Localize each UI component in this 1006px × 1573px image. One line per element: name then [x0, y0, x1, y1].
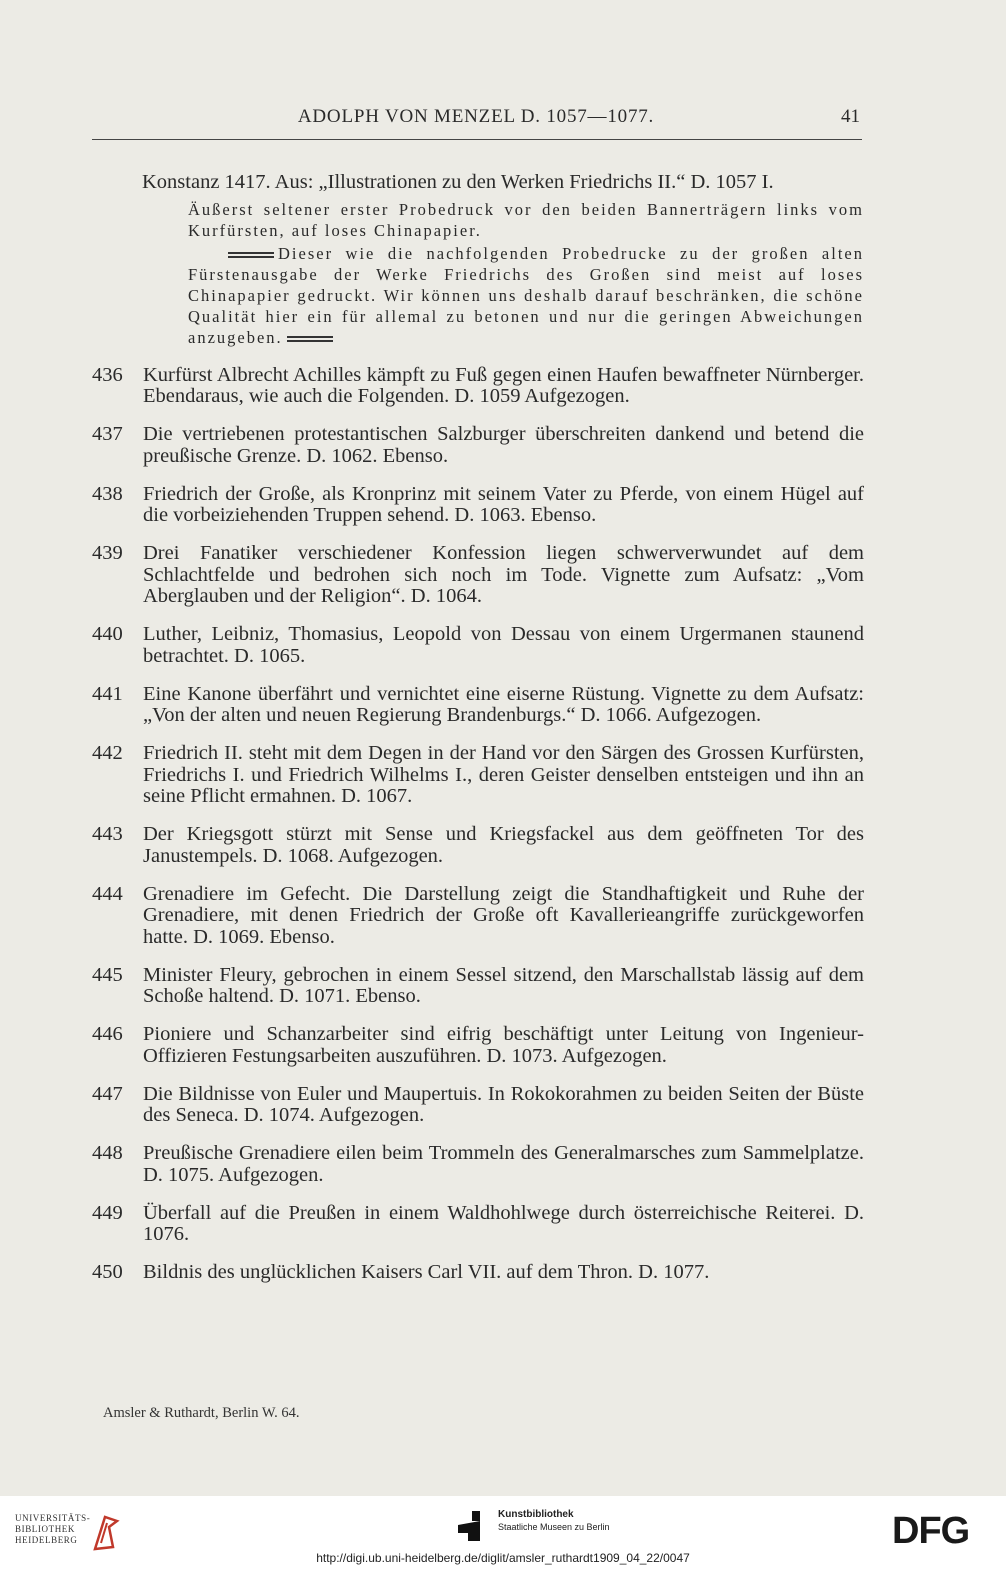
entry-text: Drei Fanatiker verschiedener Konfession liegen schwerverwundet auf dem Schlachtfelde und bedrohen sich noch im Tode. Vignette zum Aufsatz: „Vom Aberglauben und der Religion“. D. 1064. — [143, 542, 864, 607]
entry-text: Minister Fleury, gebrochen in einem Sessel sitzend, den Marschallstab lässig auf dem Schoße haltend. D. 1071. Ebenso. — [143, 963, 864, 1007]
entry-text: Überfall auf die Preußen in einem Waldhohlwege durch österreichische Reiterei. D. 1076. — [143, 1201, 864, 1245]
entry-text: Pioniere und Schanzarbeiter sind eifrig beschäftigt unter Leitung von Ingenieur-Offizieren Festungsarbeiten auszuführen. D. 1073. Aufgezogen. — [143, 1023, 864, 1067]
intro-note-1: Äußerst seltener erster Probedruck vor den beiden Bannerträgern links vom Kurfürsten, auf loses Chinapapier. — [188, 199, 864, 240]
double-rule-mark — [287, 336, 333, 342]
entry-text: Die Bildnisse von Euler und Maupertuis. In Rokokorahmen zu beiden Seiten der Büste des Seneca. D. 1074. Aufgezogen. — [143, 1082, 864, 1126]
entry-text: Friedrich der Große, als Kronprinz mit seinem Vater zu Pferde, von einem Hügel auf die vorbeiziehenden Truppen sehend. D. 1063. Ebenso. — [143, 482, 864, 526]
entry-list — [92, 365, 864, 1284]
entry-text: Preußische Grenadiere eilen beim Trommeln des Generalmarsches zum Sammelplatze. D. 1075. Aufgezogen. — [143, 1142, 864, 1186]
kunstbibliothek-name: Kunstbibliothek — [498, 1509, 574, 1520]
running-head — [92, 106, 860, 132]
double-rule-mark — [228, 252, 274, 258]
entry-text: Eine Kanone überfährt und vernichtet eine eiserne Rüstung. Vignette zu dem Aufsatz: „Von der alten und neuen Regierung Brandenburgs.“ D. 1066. Aufgezogen. — [143, 682, 864, 726]
list-item — [92, 965, 864, 1008]
entry-number: 441 — [92, 682, 123, 705]
university-line-1: UNIVERSITÄTS- — [15, 1513, 91, 1523]
list-item — [92, 1084, 864, 1127]
entry-number: 445 — [92, 963, 123, 986]
museum-name: Staatliche Museen zu Berlin — [498, 1522, 610, 1532]
list-item — [92, 1262, 864, 1284]
list-item — [92, 743, 864, 808]
kunstbibliothek-emblem-icon — [458, 1511, 492, 1541]
intro-note-2-text: Dieser wie die nachfolgenden Probedrucke zu der großen alten Fürstenausgabe der Werke Friedrichs des Großen sind meist auf loses Chinapapier gedruckt. Wir können uns deshalb darauf beschränken, die schöne Qualität hier ein für allemal zu betonen und nur die geringen Abweichungen anzugeben. — [188, 243, 864, 347]
entry-text: Die vertriebenen protestantischen Salzburger überschreiten dankend und betend die preußische Grenze. D. 1062. Ebenso. — [143, 423, 864, 467]
library-emblem-icon — [91, 1513, 121, 1553]
entry-number: 438 — [92, 482, 123, 505]
header-rule — [92, 139, 862, 140]
list-item — [92, 543, 864, 608]
entry-number: 443 — [92, 823, 123, 845]
entry-number: 440 — [92, 623, 123, 645]
page-number: 41 — [841, 106, 860, 127]
list-item — [92, 1024, 864, 1067]
entry-number: 450 — [92, 1261, 123, 1283]
page-title: ADOLPH VON MENZEL D. 1057—1077. — [297, 106, 655, 127]
list-item — [92, 824, 864, 867]
intro-text: Konstanz 1417. Aus: „Illustrationen zu den Werken Friedrichs II.“ D. 1057 I. — [142, 171, 774, 193]
list-item — [92, 424, 864, 467]
entry-number: 449 — [92, 1201, 123, 1224]
list-item — [92, 484, 864, 527]
entry-number: 447 — [92, 1082, 123, 1105]
entry-number: 442 — [92, 742, 123, 764]
entry-text: Der Kriegsgott stürzt mit Sense und Kriegsfackel aus dem geöffneten Tor des Janustempels. D. 1068. Aufgezogen. — [143, 823, 864, 867]
entry-text: Luther, Leibniz, Thomasius, Leopold von Dessau von einem Urgermanen staunend betrachtet. D. 1065. — [143, 623, 864, 667]
dfg-logo[interactable]: DFG — [892, 1510, 970, 1552]
viewer-footer — [0, 1496, 1006, 1573]
entry-number: 437 — [92, 423, 123, 445]
entry-number: 448 — [92, 1142, 123, 1164]
entry-number: 436 — [92, 363, 123, 386]
university-line-2: BIBLIOTHEK — [15, 1524, 75, 1534]
list-item — [92, 1143, 864, 1186]
university-line-3: HEIDELBERG — [15, 1535, 78, 1545]
list-item — [92, 1203, 864, 1246]
page-url-link[interactable]: http://digi.ub.uni-heidelberg.de/diglit/amsler_ruthardt1909_04_22/0047 — [316, 1551, 690, 1565]
entry-number: 439 — [92, 542, 123, 564]
entry-text: Grenadiere im Gefecht. Die Darstellung zeigt die Standhaftigkeit und Ruhe der Grenadiere, mit denen Friedrich der Große oft Kavallerieangriffe zurückgeworfen hatte. D. 1069. Ebenso. — [143, 882, 864, 948]
list-item — [92, 684, 864, 727]
entry-text: Bildnis des unglücklichen Kaisers Carl VII. auf dem Thron. D. 1077. — [143, 1261, 710, 1283]
intro-note-2 — [92, 243, 864, 348]
entry-text: Friedrich II. steht mit dem Degen in der Hand vor den Särgen des Grossen Kurfürsten, Friedrichs I. und Friedrich Wilhelms I., deren Geister denselben entsteigen und ihn an seine Pflicht ermahnen. D. 1067. — [143, 742, 864, 807]
printer-imprint: Amsler & Ruthardt, Berlin W. 64. — [103, 1405, 300, 1421]
text-column — [92, 172, 864, 1300]
list-item — [92, 365, 864, 408]
entry-number: 446 — [92, 1023, 123, 1045]
entry-text: Kurfürst Albrecht Achilles kämpft zu Fuß gegen einen Haufen bewaffneter Nürnberger. Ebendaraus, wie auch die Folgenden. D. 1059 Aufgezogen. — [143, 363, 864, 407]
list-item — [92, 884, 864, 949]
entry-number: 444 — [92, 882, 123, 905]
list-item — [92, 624, 864, 667]
